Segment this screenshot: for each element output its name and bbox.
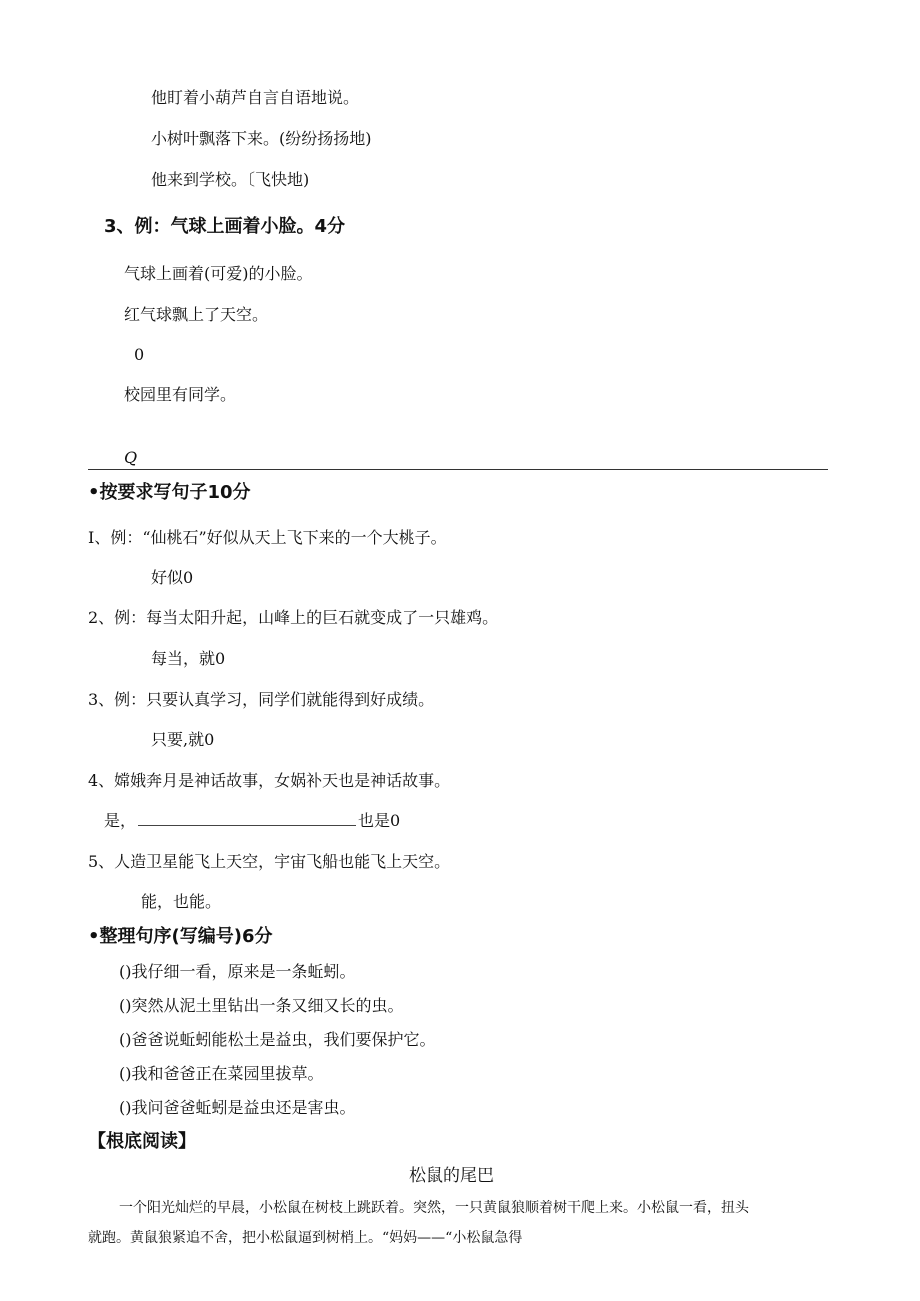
sentence-answer-4 [104,811,400,831]
sentence-item-1: I、例：“仙桃石”好似从天上飞下来的一个大桃子。 [88,528,447,547]
sentence-item-5: 5、人造卫星能飞上天空，宇宙飞船也能飞上天空。 [88,852,451,871]
order-item-5: ()我问爸爸蚯蚓是益虫还是害虫。 [119,1098,356,1117]
q3-answer-1: 0 [134,345,145,364]
reading-title: 松鼠的尾巴 [409,1166,494,1186]
sentence-item-3: 3、例：只要认真学习，同学们就能得到好成绩。 [88,690,435,709]
q3-answer-2: Q [124,448,138,467]
question-3-heading: 3、例：气球上画着小脸。4分 [104,216,346,237]
sentence-answer-2: 每当，就0 [151,649,226,668]
q3-line-2: 校园里有同学。 [124,385,237,404]
reading-paragraph-line-2: 就跑。黄鼠狼紧追不舍，把小松鼠逼到树梢上。“妈妈——“小松鼠急得 [88,1230,523,1246]
order-section-heading: •整理句序(写编号)6分 [88,926,273,947]
order-item-4: ()我和爸爸正在菜园里拔草。 [119,1064,324,1083]
sentence-answer-1: 好似0 [151,568,194,587]
sentence-answer-3: 只要,就0 [151,730,215,749]
reading-paragraph-line-1: 一个阳光灿烂的早晨，小松鼠在树枝上跳跃着。突然，一只黄鼠狼顺着树干爬上来。小松鼠一看，扭头 [119,1200,749,1216]
sentence-line-2: 小树叶飘落下来。(纷纷扬扬地) [151,129,372,148]
q3-example-line: 气球上画着(可爱)的小脸。 [124,264,313,283]
sentence-answer-5: 能，也能。 [141,892,222,911]
reading-section-heading: 【根底阅读】 [88,1131,196,1152]
sentences-section-heading: •按要求写句子10分 [88,482,251,503]
sentence-item-2: 2、例：每当太阳升起，山峰上的巨石就变成了一只雄鸡。 [88,608,499,627]
section-divider [88,469,828,470]
sentence-item-4: 4、嫦娥奔月是神话故事，女娲补天也是神话故事。 [88,771,451,790]
q3-line-1: 红气球飘上了天空。 [124,305,269,324]
sentence-line-3: 他来到学校。〔飞快地) [151,170,310,189]
fill-blank[interactable] [138,811,356,826]
order-item-1: ()我仔细一看，原来是一条蚯蚓。 [119,962,356,981]
fill-prefix: 是， [104,811,137,830]
sentence-line-1: 他盯着小葫芦自言自语地说。 [151,88,360,107]
order-item-3: ()爸爸说蚯蚓能松土是益虫，我们要保护它。 [119,1030,436,1049]
fill-suffix: 也是0 [358,811,401,830]
order-item-2: ()突然从泥土里钻出一条又细又长的虫。 [119,996,404,1015]
